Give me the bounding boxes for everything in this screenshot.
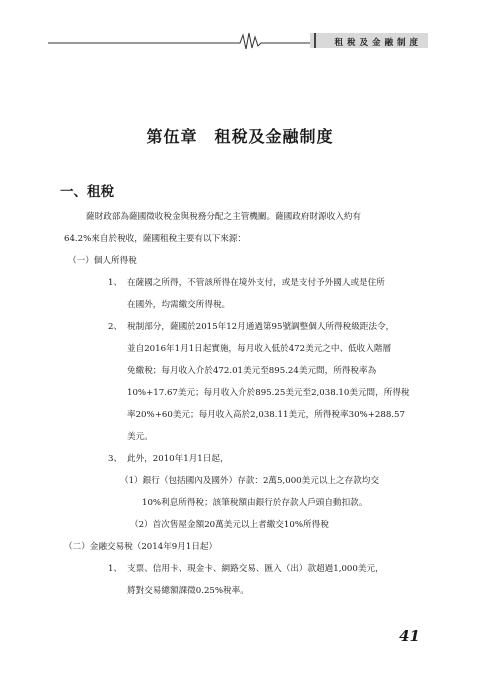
- item-line: 在薩國之所得，不管該所得在境外支付，或是支付予外國人或是住所: [127, 278, 385, 288]
- item-line: 支票、信用卡、現金卡、網路交易、匯入（出）款超過1,000美元，: [127, 564, 384, 574]
- item-number: 1、: [108, 278, 123, 288]
- sub-item-2-line-1: （2）首次售屋金額20萬美元以上者繳交10%所得稅: [130, 520, 329, 530]
- item-number: 2、: [108, 322, 123, 332]
- item-line: 此外，2010年1月1日起，: [127, 454, 229, 464]
- header-label: 租稅及金融制度: [334, 38, 422, 48]
- running-header: [48, 30, 432, 50]
- part1-heading: （一）個人所得稅: [68, 256, 137, 266]
- section-title: 一、租稅: [60, 184, 114, 200]
- item-line: 美元。: [127, 432, 153, 442]
- part2-heading: （二）金融交易稅（2014年9月1日起）: [64, 542, 218, 552]
- part1-item-2: [64, 316, 424, 448]
- item-line: 稅制部分，薩國於2015年12月通過第95號調整個人所得稅級距法令，: [127, 322, 395, 332]
- body-text: [64, 206, 424, 602]
- part1-item-3: [64, 448, 424, 470]
- chapter-title: 第伍章 租稅及金融制度: [146, 127, 334, 146]
- sub-item-1-line-1: （1）銀行（包括國內及國外）存款：2萬5,000美元以上之存款均交: [120, 476, 379, 486]
- part1-item-1: [64, 272, 424, 316]
- item-line: 並自2016年1月1日起實施，每月收入低於472美元之中、低收入階層: [127, 344, 392, 354]
- intro-line-1: 薩財政部為薩國徵收稅金與稅務分配之主管機關。薩國政府財源收入約有: [86, 212, 362, 222]
- page-number: 41: [399, 627, 420, 645]
- item-number: 3、: [108, 454, 123, 464]
- intro-line-2: 64.2%來自於稅收，薩國租稅主要有以下來源：: [64, 234, 246, 244]
- item-line: 將對交易總額課徵0.25%稅率。: [127, 586, 249, 596]
- item-line: 免繳稅；每月收入介於472.01美元至895.24美元間，所得稅率為: [127, 366, 377, 376]
- item-line: 10%+17.67美元；每月收入介於895.25美元至2,038.10美元間，所得稅: [127, 388, 410, 398]
- part2-item-1: [64, 558, 424, 602]
- item-line: 在國外，均需繳交所得稅。: [127, 300, 231, 310]
- item-line: 率20%+60美元；每月收入高於2,038.11美元，所得稅率30%+288.57: [127, 410, 405, 420]
- sub-item-1-line-2: 10%利息所得稅；該筆稅額由銀行於存款人戶頭自動扣款。: [142, 498, 368, 508]
- item-number: 1、: [108, 564, 123, 574]
